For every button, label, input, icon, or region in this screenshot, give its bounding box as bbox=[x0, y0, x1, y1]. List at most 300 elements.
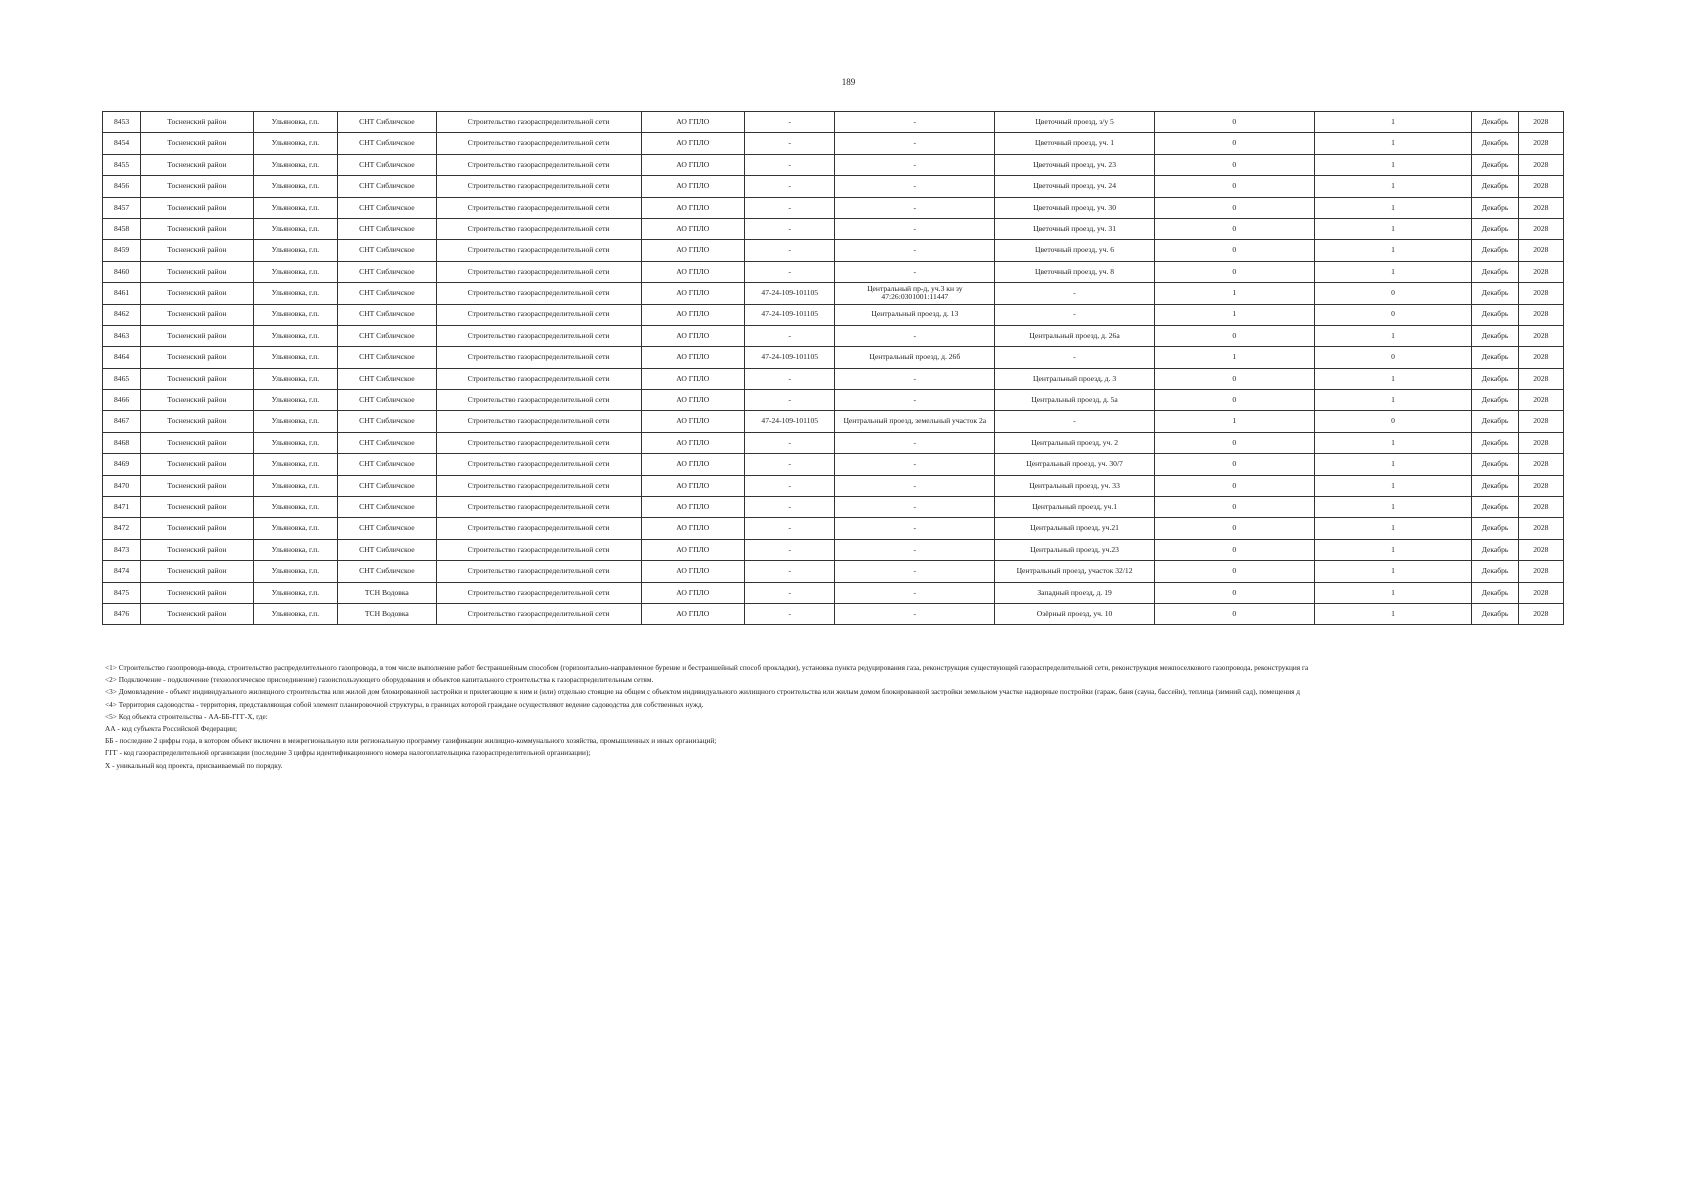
cell-settlement: Ульяновка, г.п. bbox=[253, 518, 337, 539]
table-row bbox=[103, 283, 1564, 304]
cell-work-type: Строительство газораспределительной сети bbox=[436, 539, 641, 560]
cell-month: Декабрь bbox=[1472, 218, 1518, 239]
cell-count-households: 1 bbox=[1314, 112, 1472, 133]
cell-object-code: 8467 bbox=[103, 411, 141, 432]
cell-count-households: 1 bbox=[1314, 368, 1472, 389]
table-row bbox=[103, 561, 1564, 582]
cell-district: Тосненский район bbox=[141, 304, 254, 325]
cell-work-type: Строительство газораспределительной сети bbox=[436, 582, 641, 603]
cell-month: Декабрь bbox=[1472, 368, 1518, 389]
cell-gas-distribution-org: АО ГПЛО bbox=[641, 518, 744, 539]
cell-month: Декабрь bbox=[1472, 582, 1518, 603]
cell-month: Декабрь bbox=[1472, 154, 1518, 175]
cell-gas-distribution-org: АО ГПЛО bbox=[641, 603, 744, 624]
cell-object-code-id: - bbox=[745, 497, 835, 518]
cell-object-code: 8474 bbox=[103, 561, 141, 582]
cell-work-type: Строительство газораспределительной сети bbox=[436, 283, 641, 304]
cell-object-code: 8473 bbox=[103, 539, 141, 560]
cell-address-household: Озёрный проезд, уч. 10 bbox=[995, 603, 1155, 624]
cell-territory: СНТ Сибличское bbox=[338, 325, 436, 346]
cell-count-connections: 0 bbox=[1154, 539, 1314, 560]
cell-territory: СНТ Сибличское bbox=[338, 176, 436, 197]
cell-count-households: 1 bbox=[1314, 325, 1472, 346]
cell-year: 2028 bbox=[1518, 582, 1563, 603]
cell-count-households: 1 bbox=[1314, 197, 1472, 218]
cell-settlement: Ульяновка, г.п. bbox=[253, 454, 337, 475]
cell-object-code: 8462 bbox=[103, 304, 141, 325]
cell-month: Декабрь bbox=[1472, 283, 1518, 304]
footnote-line: ББ - последние 2 цифры года, в котором объект включен в межрегиональную или региональную программу газификации жилищно-коммунального хозяйства, промышленных и иных организаций; bbox=[105, 736, 717, 746]
cell-month: Декабрь bbox=[1472, 539, 1518, 560]
cell-count-households: 1 bbox=[1314, 432, 1472, 453]
cell-object-code-id: - bbox=[745, 325, 835, 346]
cell-count-households: 1 bbox=[1314, 603, 1472, 624]
cell-address-connection: - bbox=[835, 539, 995, 560]
cell-month: Декабрь bbox=[1472, 603, 1518, 624]
cell-count-households: 1 bbox=[1314, 240, 1472, 261]
cell-work-type: Строительство газораспределительной сети bbox=[436, 197, 641, 218]
cell-address-connection: - bbox=[835, 390, 995, 411]
cell-territory: СНТ Сибличское bbox=[338, 539, 436, 560]
cell-address-household: Цветочный проезд, уч. 24 bbox=[995, 176, 1155, 197]
cell-address-connection: - bbox=[835, 475, 995, 496]
table-row bbox=[103, 112, 1564, 133]
cell-count-households: 1 bbox=[1314, 154, 1472, 175]
cell-district: Тосненский район bbox=[141, 261, 254, 282]
cell-gas-distribution-org: АО ГПЛО bbox=[641, 539, 744, 560]
cell-settlement: Ульяновка, г.п. bbox=[253, 133, 337, 154]
cell-year: 2028 bbox=[1518, 154, 1563, 175]
cell-work-type: Строительство газораспределительной сети bbox=[436, 603, 641, 624]
cell-address-connection: - bbox=[835, 218, 995, 239]
cell-object-code-id: 47-24-109-101105 bbox=[745, 304, 835, 325]
cell-work-type: Строительство газораспределительной сети bbox=[436, 347, 641, 368]
cell-district: Тосненский район bbox=[141, 218, 254, 239]
cell-count-connections: 0 bbox=[1154, 133, 1314, 154]
cell-month: Декабрь bbox=[1472, 475, 1518, 496]
cell-object-code: 8472 bbox=[103, 518, 141, 539]
cell-address-household: Западный проезд, д. 19 bbox=[995, 582, 1155, 603]
cell-settlement: Ульяновка, г.п. bbox=[253, 197, 337, 218]
cell-count-households: 1 bbox=[1314, 539, 1472, 560]
cell-district: Тосненский район bbox=[141, 518, 254, 539]
cell-address-connection: - bbox=[835, 133, 995, 154]
table-row bbox=[103, 518, 1564, 539]
cell-address-household: Центральный проезд, уч. 30/7 bbox=[995, 454, 1155, 475]
cell-count-households: 0 bbox=[1314, 304, 1472, 325]
cell-settlement: Ульяновка, г.п. bbox=[253, 475, 337, 496]
cell-gas-distribution-org: АО ГПЛО bbox=[641, 176, 744, 197]
cell-settlement: Ульяновка, г.п. bbox=[253, 603, 337, 624]
cell-gas-distribution-org: АО ГПЛО bbox=[641, 368, 744, 389]
cell-address-connection: - bbox=[835, 176, 995, 197]
cell-year: 2028 bbox=[1518, 176, 1563, 197]
cell-object-code: 8468 bbox=[103, 432, 141, 453]
cell-address-connection: - bbox=[835, 582, 995, 603]
cell-count-households: 1 bbox=[1314, 390, 1472, 411]
table-row bbox=[103, 454, 1564, 475]
cell-object-code: 8463 bbox=[103, 325, 141, 346]
cell-address-connection: Центральный проезд, д. 13 bbox=[835, 304, 995, 325]
cell-gas-distribution-org: АО ГПЛО bbox=[641, 497, 744, 518]
cell-district: Тосненский район bbox=[141, 454, 254, 475]
cell-settlement: Ульяновка, г.п. bbox=[253, 539, 337, 560]
cell-year: 2028 bbox=[1518, 218, 1563, 239]
cell-count-connections: 0 bbox=[1154, 454, 1314, 475]
footnote-line: <5> Код объекта строительства - АА-ББ-ГГГ-Х, где: bbox=[105, 711, 268, 721]
cell-year: 2028 bbox=[1518, 475, 1563, 496]
cell-district: Тосненский район bbox=[141, 539, 254, 560]
cell-district: Тосненский район bbox=[141, 432, 254, 453]
cell-year: 2028 bbox=[1518, 518, 1563, 539]
cell-month: Декабрь bbox=[1472, 518, 1518, 539]
footnotes bbox=[105, 662, 1567, 772]
table-row bbox=[103, 154, 1564, 175]
cell-district: Тосненский район bbox=[141, 368, 254, 389]
cell-work-type: Строительство газораспределительной сети bbox=[436, 218, 641, 239]
cell-territory: СНТ Сибличское bbox=[338, 154, 436, 175]
cell-year: 2028 bbox=[1518, 411, 1563, 432]
footnote-line: <3> Домовладение - объект индивидуального жилищного строительства или жилой дом блокированной застройки и прилегающие к ним и (или) отдельно стоящие на общем с объектом индивидуального жилищного строительства или жилым домом блокированной застройки земельном участке надворные постройки (гараж, баня (сауна, бассейн), теплица (зимний сад), помещения д bbox=[105, 687, 1301, 697]
cell-count-connections: 0 bbox=[1154, 240, 1314, 261]
cell-count-connections: 0 bbox=[1154, 197, 1314, 218]
cell-gas-distribution-org: АО ГПЛО bbox=[641, 390, 744, 411]
cell-object-code-id: - bbox=[745, 582, 835, 603]
cell-object-code: 8454 bbox=[103, 133, 141, 154]
cell-address-connection: - bbox=[835, 368, 995, 389]
table-row bbox=[103, 133, 1564, 154]
cell-district: Тосненский район bbox=[141, 347, 254, 368]
cell-object-code-id: - bbox=[745, 197, 835, 218]
table-row bbox=[103, 539, 1564, 560]
cell-work-type: Строительство газораспределительной сети bbox=[436, 133, 641, 154]
cell-address-connection: - bbox=[835, 432, 995, 453]
cell-count-connections: 0 bbox=[1154, 432, 1314, 453]
cell-gas-distribution-org: АО ГПЛО bbox=[641, 154, 744, 175]
cell-address-connection: - bbox=[835, 154, 995, 175]
cell-address-connection: Центральный проезд, земельный участок 2а bbox=[835, 411, 995, 432]
footnote-line: <2> Подключение - подключение (технологическое присоединение) газоиспользующего оборудования и объектов капитального строительства к газораспределительным сетям. bbox=[105, 675, 654, 685]
cell-settlement: Ульяновка, г.п. bbox=[253, 390, 337, 411]
cell-work-type: Строительство газораспределительной сети bbox=[436, 112, 641, 133]
cell-object-code-id: - bbox=[745, 454, 835, 475]
table-row bbox=[103, 368, 1564, 389]
cell-count-households: 0 bbox=[1314, 283, 1472, 304]
cell-year: 2028 bbox=[1518, 390, 1563, 411]
cell-year: 2028 bbox=[1518, 347, 1563, 368]
table-row bbox=[103, 603, 1564, 624]
cell-territory: СНТ Сибличское bbox=[338, 197, 436, 218]
cell-object-code: 8464 bbox=[103, 347, 141, 368]
cell-address-household: Центральный проезд, уч.1 bbox=[995, 497, 1155, 518]
cell-territory: СНТ Сибличское bbox=[338, 390, 436, 411]
cell-work-type: Строительство газораспределительной сети bbox=[436, 240, 641, 261]
cell-object-code-id: - bbox=[745, 539, 835, 560]
cell-object-code: 8465 bbox=[103, 368, 141, 389]
cell-count-connections: 0 bbox=[1154, 475, 1314, 496]
cell-object-code: 8459 bbox=[103, 240, 141, 261]
cell-address-household: Цветочный проезд, з/у 5 bbox=[995, 112, 1155, 133]
cell-address-household: - bbox=[995, 283, 1155, 304]
cell-year: 2028 bbox=[1518, 133, 1563, 154]
cell-count-connections: 0 bbox=[1154, 325, 1314, 346]
cell-district: Тосненский район bbox=[141, 197, 254, 218]
cell-settlement: Ульяновка, г.п. bbox=[253, 240, 337, 261]
footnote-line: ГГГ - код газораспределительной организации (последние 3 цифры идентификационного номера налогоплательщика газораспределительной организации); bbox=[105, 748, 591, 758]
cell-territory: ТСН Водовка bbox=[338, 603, 436, 624]
cell-address-connection: - bbox=[835, 112, 995, 133]
cell-district: Тосненский район bbox=[141, 603, 254, 624]
cell-count-households: 1 bbox=[1314, 518, 1472, 539]
cell-territory: ТСН Водовка bbox=[338, 582, 436, 603]
cell-month: Декабрь bbox=[1472, 454, 1518, 475]
cell-month: Декабрь bbox=[1472, 133, 1518, 154]
cell-address-household: Центральный проезд, уч.21 bbox=[995, 518, 1155, 539]
cell-month: Декабрь bbox=[1472, 561, 1518, 582]
cell-object-code: 8475 bbox=[103, 582, 141, 603]
cell-work-type: Строительство газораспределительной сети bbox=[436, 475, 641, 496]
cell-territory: СНТ Сибличское bbox=[338, 218, 436, 239]
cell-year: 2028 bbox=[1518, 112, 1563, 133]
cell-month: Декабрь bbox=[1472, 347, 1518, 368]
cell-gas-distribution-org: АО ГПЛО bbox=[641, 304, 744, 325]
cell-object-code: 8461 bbox=[103, 283, 141, 304]
cell-work-type: Строительство газораспределительной сети bbox=[436, 432, 641, 453]
cell-object-code-id: - bbox=[745, 603, 835, 624]
cell-gas-distribution-org: АО ГПЛО bbox=[641, 325, 744, 346]
cell-address-household: - bbox=[995, 304, 1155, 325]
cell-object-code: 8466 bbox=[103, 390, 141, 411]
cell-year: 2028 bbox=[1518, 240, 1563, 261]
cell-settlement: Ульяновка, г.п. bbox=[253, 283, 337, 304]
cell-address-household: - bbox=[995, 411, 1155, 432]
cell-month: Декабрь bbox=[1472, 304, 1518, 325]
table-row bbox=[103, 325, 1564, 346]
cell-object-code: 8470 bbox=[103, 475, 141, 496]
cell-address-household: Центральный проезд, д. 3 bbox=[995, 368, 1155, 389]
cell-month: Декабрь bbox=[1472, 240, 1518, 261]
cell-object-code-id: - bbox=[745, 176, 835, 197]
cell-settlement: Ульяновка, г.п. bbox=[253, 325, 337, 346]
cell-territory: СНТ Сибличское bbox=[338, 497, 436, 518]
cell-work-type: Строительство газораспределительной сети bbox=[436, 325, 641, 346]
cell-territory: СНТ Сибличское bbox=[338, 518, 436, 539]
cell-object-code-id: - bbox=[745, 561, 835, 582]
cell-address-connection: - bbox=[835, 497, 995, 518]
cell-gas-distribution-org: АО ГПЛО bbox=[641, 133, 744, 154]
cell-district: Тосненский район bbox=[141, 154, 254, 175]
cell-district: Тосненский район bbox=[141, 176, 254, 197]
cell-month: Декабрь bbox=[1472, 176, 1518, 197]
cell-object-code-id: - bbox=[745, 240, 835, 261]
cell-gas-distribution-org: АО ГПЛО bbox=[641, 347, 744, 368]
table-row bbox=[103, 176, 1564, 197]
footnote-line: АА - код субъекта Российской Федерации; bbox=[105, 724, 238, 734]
cell-object-code-id: 47-24-109-101105 bbox=[745, 411, 835, 432]
cell-work-type: Строительство газораспределительной сети bbox=[436, 497, 641, 518]
cell-work-type: Строительство газораспределительной сети bbox=[436, 518, 641, 539]
cell-object-code-id: - bbox=[745, 475, 835, 496]
cell-count-households: 1 bbox=[1314, 561, 1472, 582]
cell-address-connection: - bbox=[835, 240, 995, 261]
cell-object-code: 8458 bbox=[103, 218, 141, 239]
footnote-line: Х - уникальный код проекта, присваиваемый по порядку. bbox=[105, 760, 283, 770]
cell-address-connection: - bbox=[835, 454, 995, 475]
footnote-line: <1> Строительство газопровода-ввода, строительство распределительного газопровода, в том числе выполнение работ бестраншейным способом (горизонтально-направленное бурение и бестраншейный способ прокладки), установка пункта редуцирования газа, реконструкция существующей газораспределительной сети, реконструкция межпоселкового газопровода, реконструкция га bbox=[105, 663, 1309, 672]
cell-year: 2028 bbox=[1518, 304, 1563, 325]
cell-address-household: - bbox=[995, 347, 1155, 368]
cell-count-connections: 0 bbox=[1154, 603, 1314, 624]
cell-district: Тосненский район bbox=[141, 283, 254, 304]
cell-count-connections: 1 bbox=[1154, 304, 1314, 325]
cell-work-type: Строительство газораспределительной сети bbox=[436, 390, 641, 411]
table-row bbox=[103, 218, 1564, 239]
cell-year: 2028 bbox=[1518, 561, 1563, 582]
cell-count-connections: 1 bbox=[1154, 283, 1314, 304]
cell-object-code-id: - bbox=[745, 261, 835, 282]
cell-address-household: Центральный проезд, д. 26а bbox=[995, 325, 1155, 346]
cell-year: 2028 bbox=[1518, 454, 1563, 475]
cell-month: Декабрь bbox=[1472, 112, 1518, 133]
cell-gas-distribution-org: АО ГПЛО bbox=[641, 218, 744, 239]
cell-month: Декабрь bbox=[1472, 411, 1518, 432]
cell-year: 2028 bbox=[1518, 539, 1563, 560]
cell-gas-distribution-org: АО ГПЛО bbox=[641, 261, 744, 282]
cell-year: 2028 bbox=[1518, 283, 1563, 304]
cell-month: Декабрь bbox=[1472, 197, 1518, 218]
cell-count-households: 0 bbox=[1314, 411, 1472, 432]
cell-work-type: Строительство газораспределительной сети bbox=[436, 304, 641, 325]
cell-settlement: Ульяновка, г.п. bbox=[253, 368, 337, 389]
cell-gas-distribution-org: АО ГПЛО bbox=[641, 197, 744, 218]
cell-address-connection: - bbox=[835, 261, 995, 282]
cell-count-households: 1 bbox=[1314, 497, 1472, 518]
cell-district: Тосненский район bbox=[141, 112, 254, 133]
cell-count-connections: 1 bbox=[1154, 347, 1314, 368]
cell-month: Декабрь bbox=[1472, 497, 1518, 518]
cell-territory: СНТ Сибличское bbox=[338, 432, 436, 453]
cell-count-connections: 0 bbox=[1154, 368, 1314, 389]
cell-work-type: Строительство газораспределительной сети bbox=[436, 154, 641, 175]
cell-gas-distribution-org: АО ГПЛО bbox=[641, 240, 744, 261]
cell-object-code-id: 47-24-109-101105 bbox=[745, 283, 835, 304]
cell-year: 2028 bbox=[1518, 197, 1563, 218]
cell-district: Тосненский район bbox=[141, 411, 254, 432]
cell-count-connections: 0 bbox=[1154, 112, 1314, 133]
page-number: 189 bbox=[841, 77, 856, 87]
cell-district: Тосненский район bbox=[141, 475, 254, 496]
cell-object-code: 8455 bbox=[103, 154, 141, 175]
cell-territory: СНТ Сибличское bbox=[338, 283, 436, 304]
table-row bbox=[103, 240, 1564, 261]
table-row bbox=[103, 304, 1564, 325]
table-body bbox=[103, 112, 1564, 625]
cell-object-code-id: - bbox=[745, 432, 835, 453]
cell-address-household: Цветочный проезд, уч. 6 bbox=[995, 240, 1155, 261]
cell-work-type: Строительство газораспределительной сети bbox=[436, 368, 641, 389]
cell-count-connections: 0 bbox=[1154, 497, 1314, 518]
table-row bbox=[103, 497, 1564, 518]
cell-gas-distribution-org: АО ГПЛО bbox=[641, 475, 744, 496]
cell-gas-distribution-org: АО ГПЛО bbox=[641, 411, 744, 432]
cell-year: 2028 bbox=[1518, 497, 1563, 518]
cell-district: Тосненский район bbox=[141, 133, 254, 154]
cell-settlement: Ульяновка, г.п. bbox=[253, 497, 337, 518]
cell-district: Тосненский район bbox=[141, 240, 254, 261]
cell-month: Декабрь bbox=[1472, 261, 1518, 282]
cell-address-household: Цветочный проезд, уч. 31 bbox=[995, 218, 1155, 239]
cell-count-households: 1 bbox=[1314, 454, 1472, 475]
cell-territory: СНТ Сибличское bbox=[338, 347, 436, 368]
cell-address-household: Цветочный проезд, уч. 8 bbox=[995, 261, 1155, 282]
cell-settlement: Ульяновка, г.п. bbox=[253, 112, 337, 133]
cell-object-code-id: - bbox=[745, 133, 835, 154]
cell-settlement: Ульяновка, г.п. bbox=[253, 218, 337, 239]
cell-district: Тосненский район bbox=[141, 325, 254, 346]
cell-object-code-id: - bbox=[745, 112, 835, 133]
gas-network-table bbox=[102, 111, 1564, 625]
table-row bbox=[103, 347, 1564, 368]
cell-territory: СНТ Сибличское bbox=[338, 261, 436, 282]
cell-work-type: Строительство газораспределительной сети bbox=[436, 261, 641, 282]
cell-year: 2028 bbox=[1518, 261, 1563, 282]
cell-address-connection: - bbox=[835, 518, 995, 539]
cell-territory: СНТ Сибличское bbox=[338, 240, 436, 261]
cell-address-connection: - bbox=[835, 561, 995, 582]
cell-territory: СНТ Сибличское bbox=[338, 475, 436, 496]
cell-object-code-id: - bbox=[745, 518, 835, 539]
table-row bbox=[103, 432, 1564, 453]
cell-territory: СНТ Сибличское bbox=[338, 454, 436, 475]
cell-gas-distribution-org: АО ГПЛО bbox=[641, 561, 744, 582]
cell-settlement: Ульяновка, г.п. bbox=[253, 154, 337, 175]
cell-territory: СНТ Сибличское bbox=[338, 133, 436, 154]
cell-work-type: Строительство газораспределительной сети bbox=[436, 454, 641, 475]
cell-address-connection: Центральный пр-д, уч.3 кн зу 47:26:0301001:11447 bbox=[835, 283, 995, 304]
cell-address-household: Центральный проезд, уч. 2 bbox=[995, 432, 1155, 453]
cell-count-households: 1 bbox=[1314, 133, 1472, 154]
cell-count-connections: 0 bbox=[1154, 176, 1314, 197]
cell-gas-distribution-org: АО ГПЛО bbox=[641, 582, 744, 603]
cell-gas-distribution-org: АО ГПЛО bbox=[641, 454, 744, 475]
cell-year: 2028 bbox=[1518, 603, 1563, 624]
cell-gas-distribution-org: АО ГПЛО bbox=[641, 283, 744, 304]
cell-count-connections: 0 bbox=[1154, 218, 1314, 239]
cell-count-households: 1 bbox=[1314, 176, 1472, 197]
cell-address-household: Цветочный проезд, уч. 23 bbox=[995, 154, 1155, 175]
cell-settlement: Ульяновка, г.п. bbox=[253, 347, 337, 368]
cell-district: Тосненский район bbox=[141, 497, 254, 518]
cell-district: Тосненский район bbox=[141, 390, 254, 411]
cell-object-code-id: - bbox=[745, 154, 835, 175]
table-row bbox=[103, 197, 1564, 218]
cell-address-household: Центральный проезд, уч. 33 bbox=[995, 475, 1155, 496]
table-row bbox=[103, 475, 1564, 496]
cell-settlement: Ульяновка, г.п. bbox=[253, 304, 337, 325]
cell-address-household: Цветочный проезд, уч. 30 bbox=[995, 197, 1155, 218]
cell-month: Декабрь bbox=[1472, 432, 1518, 453]
cell-address-connection: Центральный проезд, д. 26б bbox=[835, 347, 995, 368]
cell-count-connections: 0 bbox=[1154, 582, 1314, 603]
cell-territory: СНТ Сибличское bbox=[338, 561, 436, 582]
table-row bbox=[103, 582, 1564, 603]
cell-count-connections: 0 bbox=[1154, 390, 1314, 411]
cell-year: 2028 bbox=[1518, 368, 1563, 389]
cell-object-code: 8460 bbox=[103, 261, 141, 282]
cell-object-code: 8457 bbox=[103, 197, 141, 218]
cell-settlement: Ульяновка, г.п. bbox=[253, 176, 337, 197]
cell-gas-distribution-org: АО ГПЛО bbox=[641, 112, 744, 133]
